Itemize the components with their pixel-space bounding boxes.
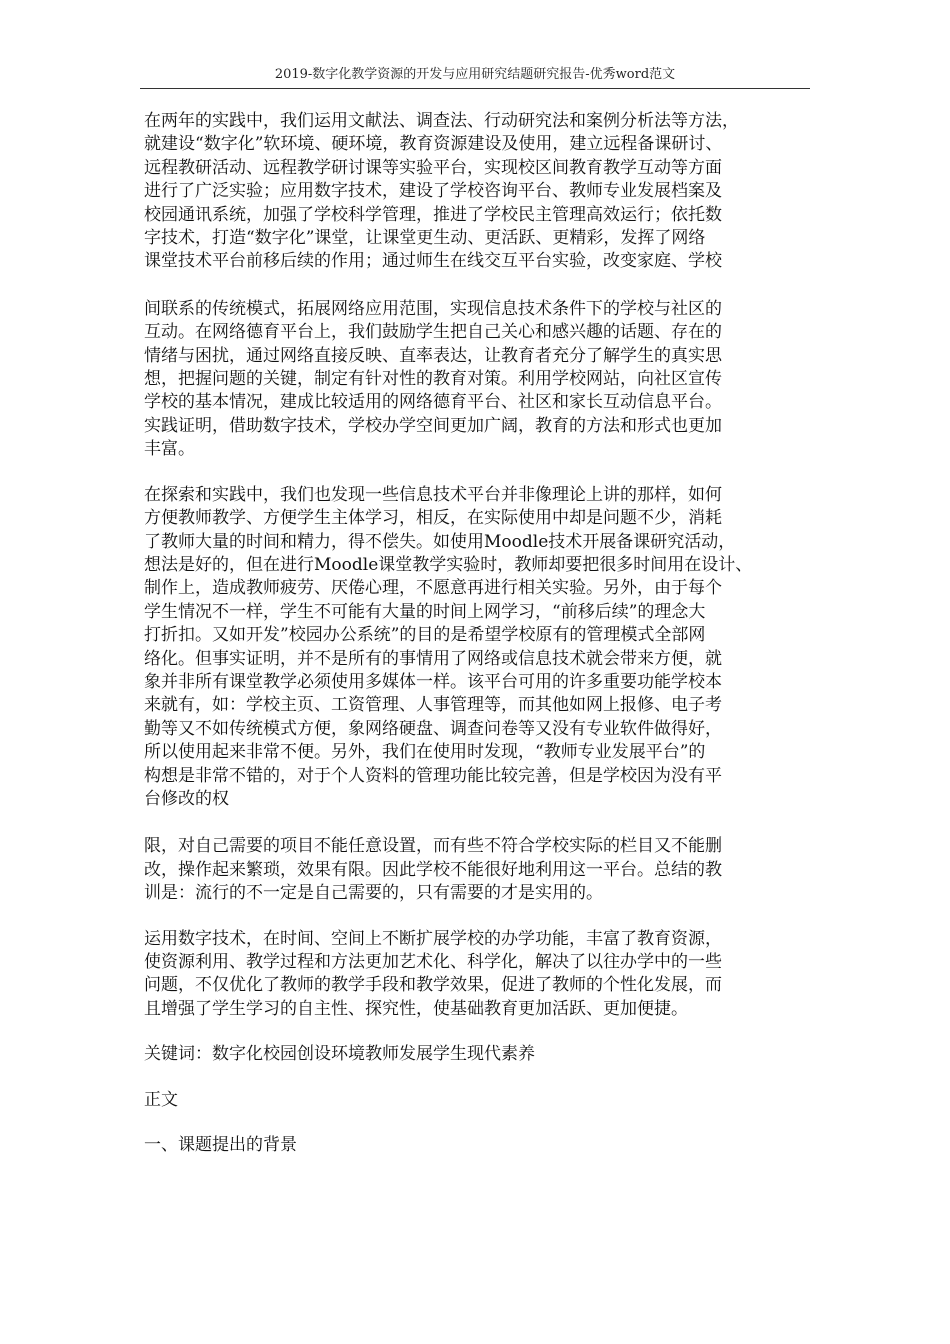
paragraph-moral-education: 间联系的传统模式，拓展网络应用范围，实现信息技术条件下的学校与社区的 互动。在网络德育平台上，我们鼓励学生把自己关心和感兴趣的话题、存在的 情绪与困扰，通过网络直接反映、直率表达，让教育者充分了解学生的真实思 想，把握问题的关键，制定有针对性的教育对策。利用学校网站，向社区宣传 学校的基本情况，建成比较适用的网络德育平台、社区和家长互动信息平台。 实践证明，借助数字技术，学校办学空间更加广阔，教育的方法和形式也更加 丰富。 [144, 298, 722, 460]
paragraph-problems-found: 在探索和实践中，我们也发现一些信息技术平台并非像理论上讲的那样，如何 方便教师教学、方便学生主体学习，相反，在实际使用中却是问题不少，消耗 了教师大量的时间和精力，得不偿失。如使用Moodle技术开展备课研究活动， 想法是好的，但在进行Moodle课堂教学实验时，教师却要把很多时间用在设计、 制作上，造成教师疲劳、厌倦心理，不愿意再进行相关实验。另外，由于每个 学生情况不一样，学生不可能有大量的时间上网学习，“前移后续”的理念大 打折扣。又如开发”校园办公系统”的目的是希望学校原有的管理模式全部网 络化。但事实证明，并不是所有的事情用了网络或信息技术就会带来方便，就 象并非所有课堂教学必须使用多媒体一样。该平台可用的许多重要功能学校本 来就有，如：学校主页、工资管理、人事管理等，而其他如网上报修、电子考 勤等又不如传统模式方便，象网络硬盘、调查问卷等又没有专业软件做得好， 所以使用起来非常不便。另外，我们在使用时发现，“教师专业发展平台”的 构想是非常不错的，对于个人资料的管理功能比较完善，但是学校因为没有平 台修改的权 [144, 484, 753, 809]
paragraph-practice-summary: 在两年的实践中，我们运用文献法、调查法、行动研究法和案例分析法等方法， 就建设“数字化”软环境、硬环境，教育资源建设及使用，建立远程备课研讨、 远程教研活动、远程教学研讨课等实验平台，实现校区间教育教学互动等方面 进行了广泛实验；应用数字技术，建设了学校咨询平台、教师专业发展档案及 校园通讯系统，加强了学校科学管理，推进了学校民主管理高效运行；依托数 字技术，打造“数字化”课堂，让课堂更生动、更活跃、更精彩，发挥了网络 课堂技术平台前移后续的作用；通过师生在线交互平台实验，改变家庭、学校 [144, 111, 739, 272]
keywords-line: 关键词：数字化校园创设环境教师发展学生现代素养 [144, 1044, 535, 1065]
paragraph-lessons-learned: 限，对自己需要的项目不能任意设置，而有些不符合学校实际的栏目又不能删 改，操作起来繁琐，效果有限。因此学校不能很好地利用这一平台。总结的教 训是：流行的不一定是自己需要的，只有需要的才是实用的。 [144, 836, 722, 904]
section-heading-body: 正文 [144, 1089, 178, 1110]
page-header: 2019-数字化教学资源的开发与应用研究结题研究报告-优秀word范文 [274, 67, 676, 82]
paragraph-conclusion: 运用数字技术，在时间、空间上不断扩展学校的办学功能，丰富了教育资源， 使资源利用、教学过程和方法更加艺术化、科学化，解决了以往办学中的一些 问题，不仅优化了教师的教学手段和教学效果，促进了教师的个性化发展，而 且增强了学生学习的自主性、探究性，使基础教育更加活跃、更加便捷。 [144, 928, 722, 1019]
header-divider [140, 88, 810, 89]
document-body [144, 110, 812, 1157]
section-heading-background: 一、课题提出的背景 [144, 1135, 297, 1156]
